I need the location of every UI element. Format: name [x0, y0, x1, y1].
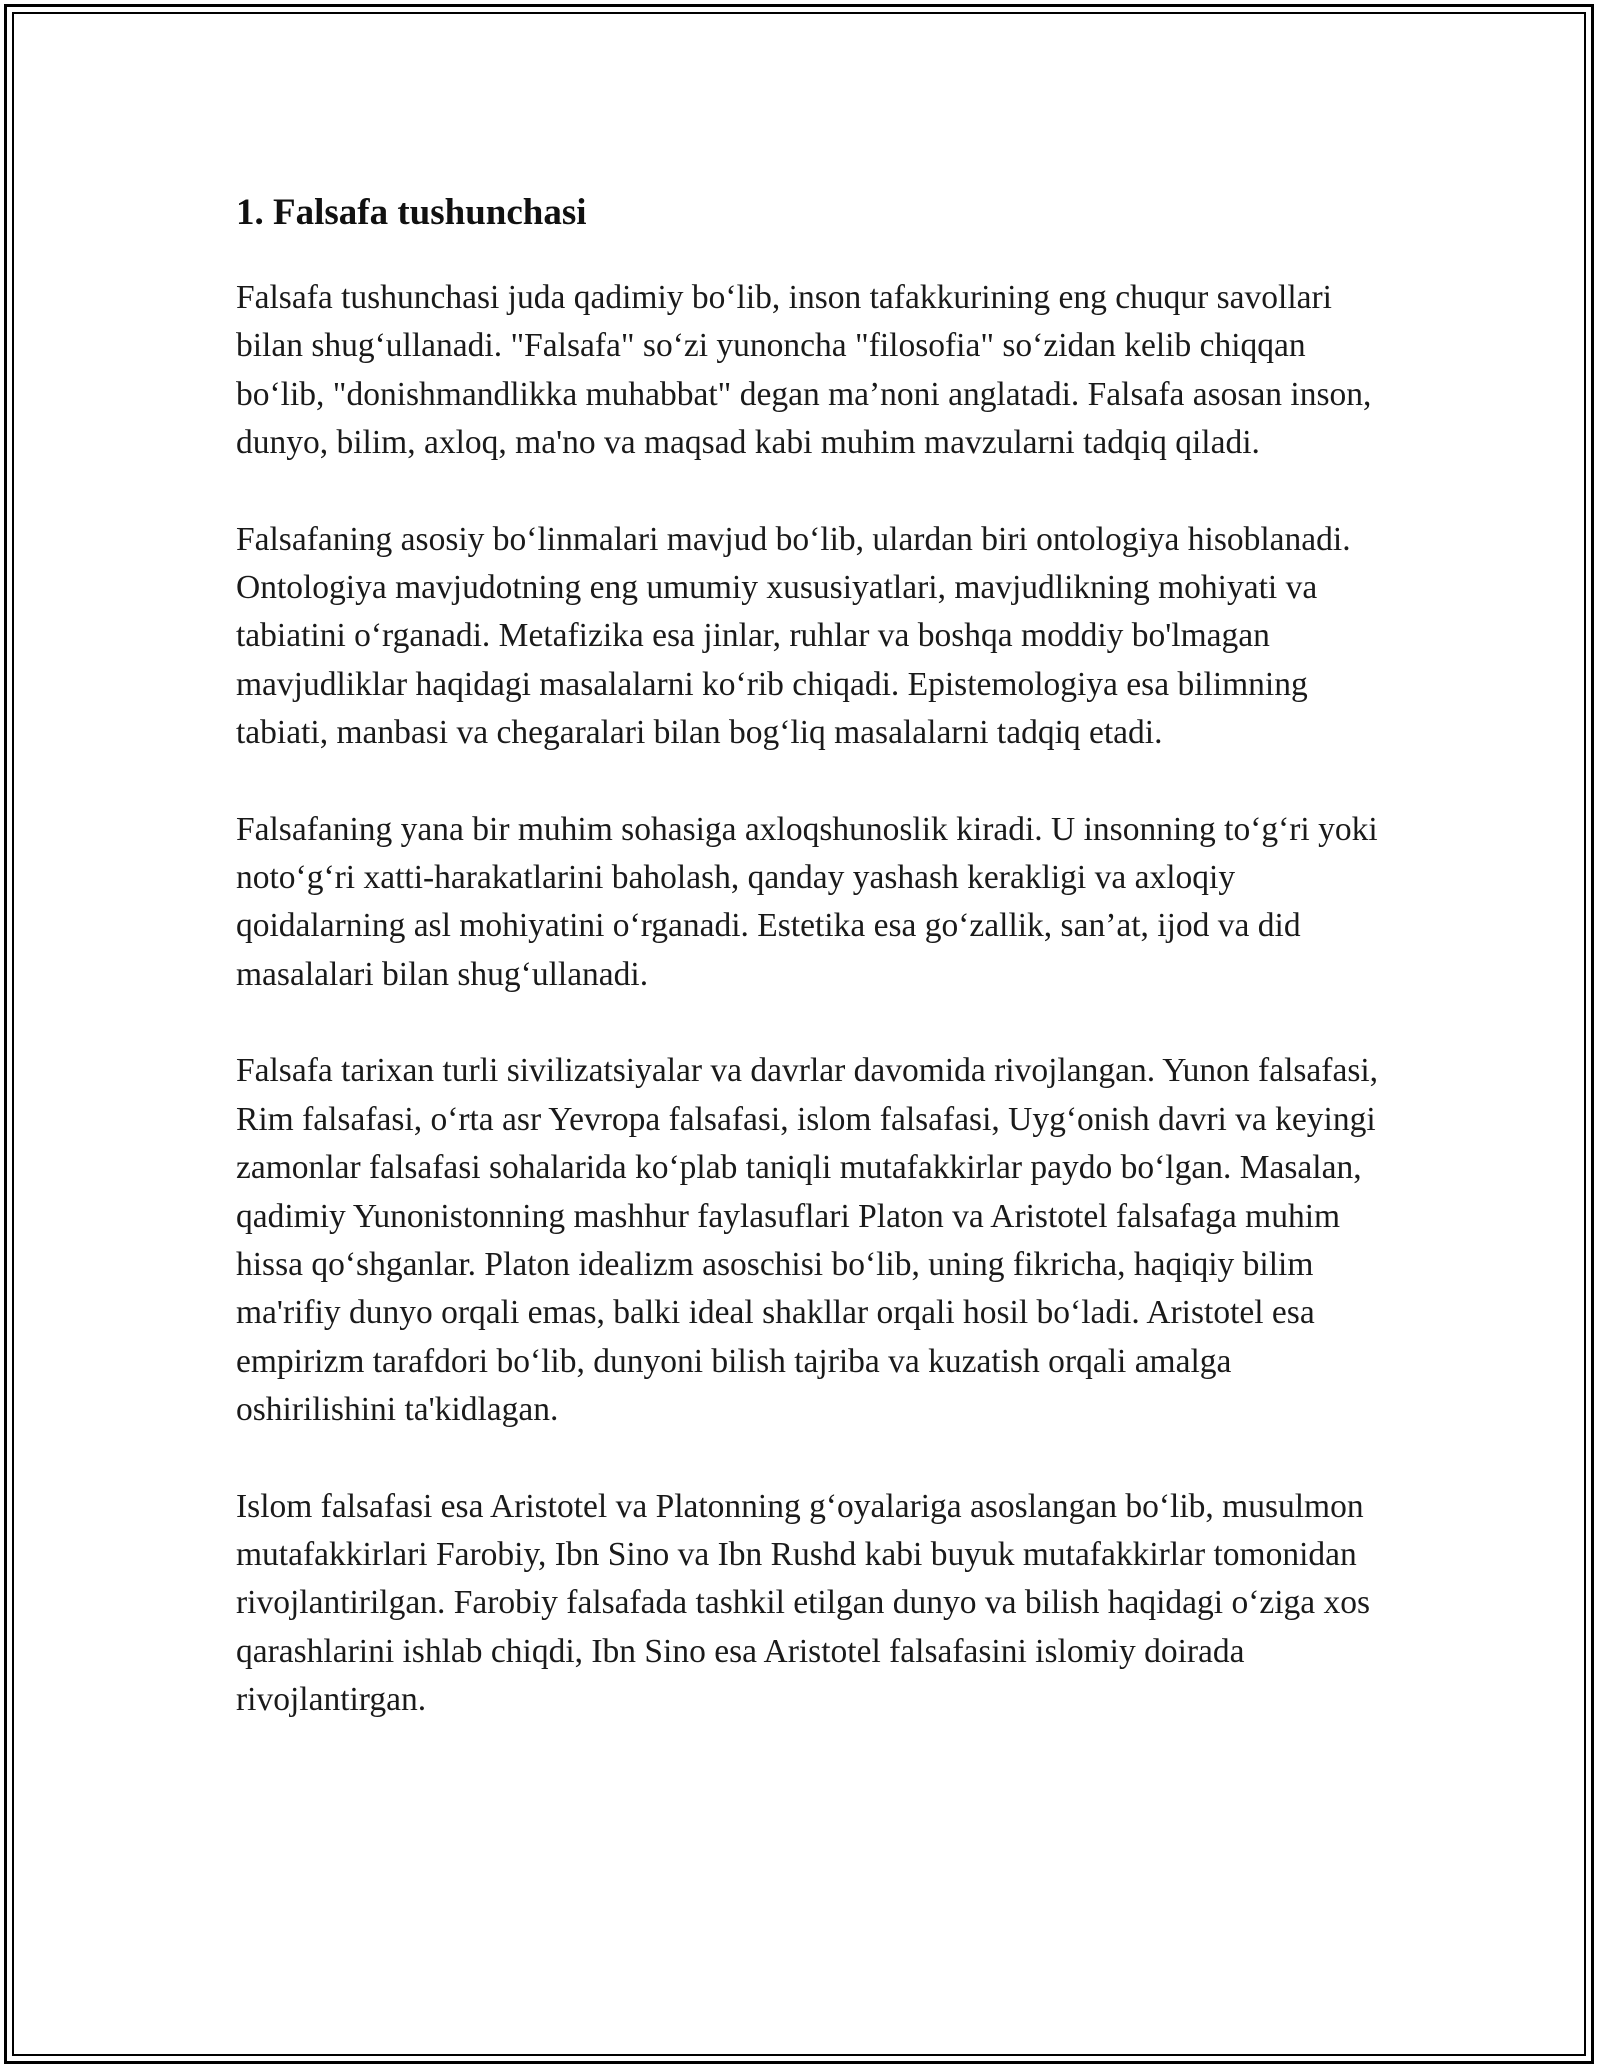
paragraph-3: Falsafaning yana bir muhim sohasiga axloqshunoslik kiradi. U insonning to‘g‘ri yoki noto‘g‘ri xatti-harakatlarini baholash, qanday yashash kerakligi va axloqiy qoidalarning asl mohiyatini o‘rganadi. Estetika esa go‘zallik, san’at, ijod va did masalalari bilan shug‘ullanadi. [236, 810, 1378, 993]
paragraph-1: Falsafa tushunchasi juda qadimiy bo‘lib, inson tafakkurining eng chuqur savollari bilan shug‘ullanadi. "Falsafa" so‘zi yunoncha "filosofia" so‘zidan kelib chiqqan bo‘lib, "donishmandlikka muhabbat" degan ma’noni anglatadi. Falsafa asosan inson, dunyo, bilim, axloq, ma'no va maqsad kabi muhim mavzularni tadqiq qiladi. [236, 279, 1372, 462]
paragraph-2: Falsafaning asosiy bo‘linmalari mavjud bo‘lib, ulardan biri ontologiya hisoblanadi. Ontologiya mavjudotning eng umumiy xususiyatlari, mavjudlikning mohiyati va tabiatini o‘rganadi. Metafizika esa jinlar, ruhlar va boshqa moddiy bo'lmagan mavjudliklar haqidagi masalalarni ko‘rib chiqadi. Epistemologiya esa bilimning tabiati, manbasi va chegaralari bilan bog‘liq masalalarni tadqiq etadi. [236, 520, 1351, 752]
section-title: 1. Falsafa tushunchasi [236, 192, 587, 233]
paragraph-4: Falsafa tarixan turli sivilizatsiyalar va davrlar davomida rivojlangan. Yunon falsafasi, Rim falsafasi, o‘rta asr Yevropa falsafasi, islom falsafasi, Uyg‘onish davri va keyingi zamonlar falsafasi sohalarida ko‘plab taniqli mutafakkirlar paydo bo‘lgan. Masalan, qadimiy Yunonistonning mashhur faylasuflari Platon va Aristotel falsafaga muhim hissa qo‘shganlar. Platon idealizm asoschisi bo‘lib, uning fikricha, haqiqiy bilim ma'rifiy dunyo orqali emas, balki ideal shakllar orqali hosil bo‘ladi. Aristotel esa empirizm tarafdori bo‘lib, dunyoni bilish tajriba va kuzatish orqali amalga oshirilishini ta'kidlagan. [236, 1052, 1379, 1429]
paragraph-5: Islom falsafasi esa Aristotel va Platonning g‘oyalariga asoslangan bo‘lib, musulmon mutafakkirlari Farobiy, Ibn Sino va Ibn Rushd kabi buyuk mutafakkirlar tomonidan rivojlantirilgan. Farobiy falsafada tashkil etilgan dunyo va bilish haqidagi o‘ziga xos qarashlarini ishlab chiqdi, Ibn Sino esa Aristotel falsafasini islomiy doirada rivojlantirgan. [236, 1487, 1371, 1719]
document-body [236, 186, 1386, 1773]
